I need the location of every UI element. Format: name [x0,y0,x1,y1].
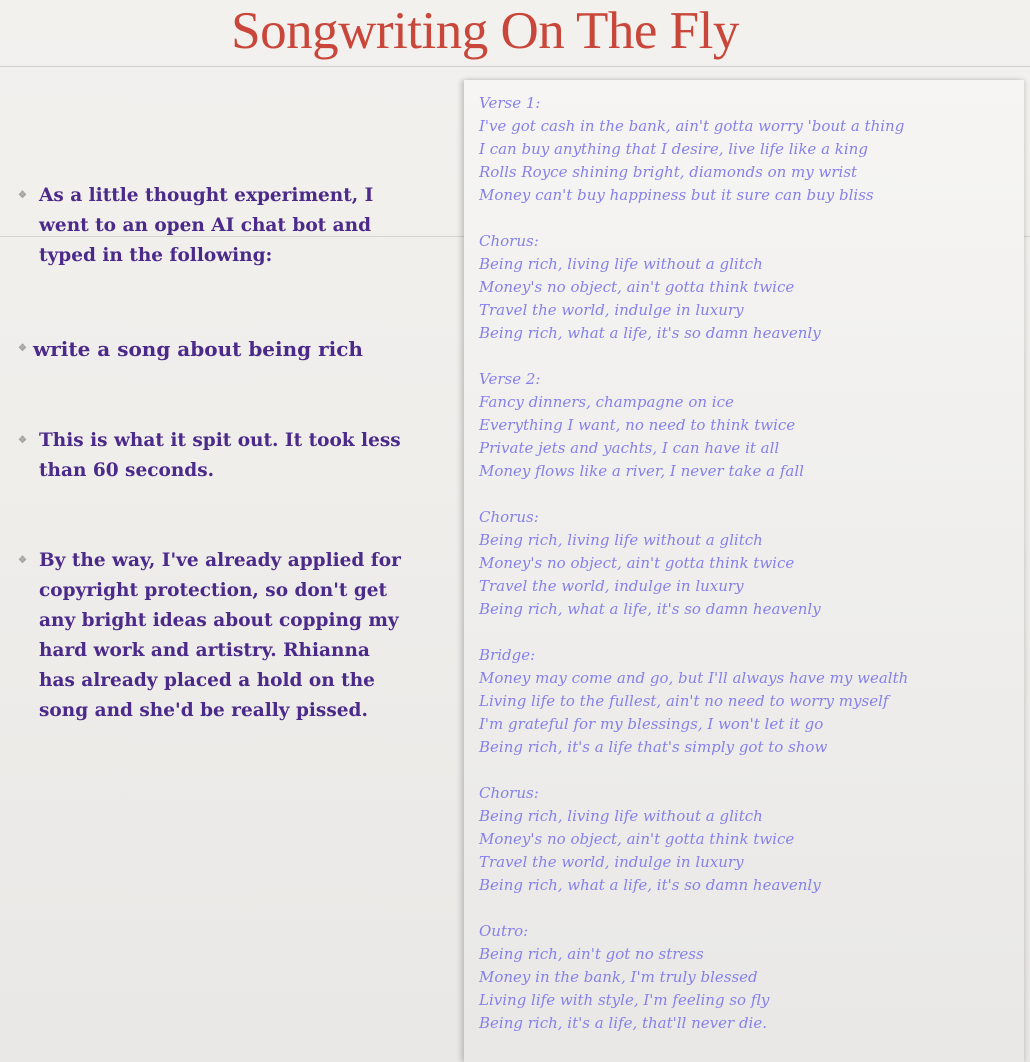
bullet-item [18,334,418,364]
bullet-text: This is what it spit out. It took less than 60 seconds. [39,430,401,481]
lyric-line: Being rich, it's a life, that'll never die. [479,1014,767,1032]
stanza-label: Verse 1: [479,94,541,112]
bullet-text: As a little thought experiment, I went to an open AI chat bot and typed in the following: [39,185,374,266]
title-divider [0,66,1030,67]
lyric-line: Everything I want, no need to think twice [479,416,796,434]
lyric-line: Money may come and go, but I'll always have my wealth [479,669,909,687]
bullet-item [18,546,408,726]
lyrics-stanza [479,230,1024,345]
lyrics-stanza [479,920,1024,1035]
stanza-label: Chorus: [479,784,539,802]
lyric-line: Money's no object, ain't gotta think twice [479,554,795,572]
lyric-line: Living life with style, I'm feeling so fly [479,991,770,1009]
lyric-line: Money can't buy happiness but it sure can buy bliss [479,186,874,204]
lyric-line: Being rich, ain't got no stress [479,945,704,963]
lyric-line: Money in the bank, I'm truly blessed [479,968,758,986]
prompt-text: write a song about being rich [33,337,363,361]
lyric-line: Money's no object, ain't gotta think twice [479,278,795,296]
bullet-diamond-icon: ❖ [18,435,27,446]
stanza-label: Bridge: [479,646,536,664]
bullet-diamond-icon: ❖ [18,190,27,201]
lyrics-stanza [479,506,1024,621]
stanza-label: Verse 2: [479,370,541,388]
lyric-line: Being rich, what a life, it's so damn heavenly [479,324,821,342]
lyric-line: Money's no object, ain't gotta think twice [479,830,795,848]
lyrics-stanza [479,782,1024,897]
lyric-line: Rolls Royce shining bright, diamonds on my wrist [479,163,858,181]
bullet-item [18,181,408,271]
lyric-line: I'm grateful for my blessings, I won't let it go [479,715,824,733]
lyric-line: I've got cash in the bank, ain't gotta worry 'bout a thing [479,117,905,135]
lyric-line: Being rich, it's a life that's simply got to show [479,738,828,756]
lyrics-panel [464,80,1024,1062]
lyric-line: Being rich, living life without a glitch [479,807,763,825]
lyric-line: Travel the world, indulge in luxury [479,301,744,319]
song-lyrics [479,92,1024,1035]
stanza-label: Outro: [479,922,529,940]
lyric-line: Being rich, what a life, it's so damn heavenly [479,876,821,894]
stanza-label: Chorus: [479,508,539,526]
slide-title: Songwriting On The Fly [231,2,739,60]
lyrics-stanza [479,644,1024,759]
lyric-line: Being rich, what a life, it's so damn heavenly [479,600,821,618]
stanza-label: Chorus: [479,232,539,250]
bullet-diamond-icon: ❖ [18,343,27,354]
lyric-line: Travel the world, indulge in luxury [479,577,744,595]
lyric-line: Fancy dinners, champagne on ice [479,393,734,411]
bullet-diamond-icon: ❖ [18,555,27,566]
bullet-item [18,426,408,486]
lyric-line: Being rich, living life without a glitch [479,255,763,273]
bullet-text: By the way, I've already applied for copyright protection, so don't get any bright ideas about copping my hard work and artistry. Rhianna has already placed a hold on the song and she'd be really pissed. [39,550,401,721]
lyric-line: Living life to the fullest, ain't no need to worry myself [479,692,889,710]
lyric-line: Money flows like a river, I never take a fall [479,462,804,480]
lyric-line: I can buy anything that I desire, live life like a king [479,140,868,158]
lyric-line: Travel the world, indulge in luxury [479,853,744,871]
lyrics-stanza [479,92,1024,207]
lyrics-stanza [479,368,1024,483]
lyric-line: Being rich, living life without a glitch [479,531,763,549]
lyric-line: Private jets and yachts, I can have it all [479,439,780,457]
